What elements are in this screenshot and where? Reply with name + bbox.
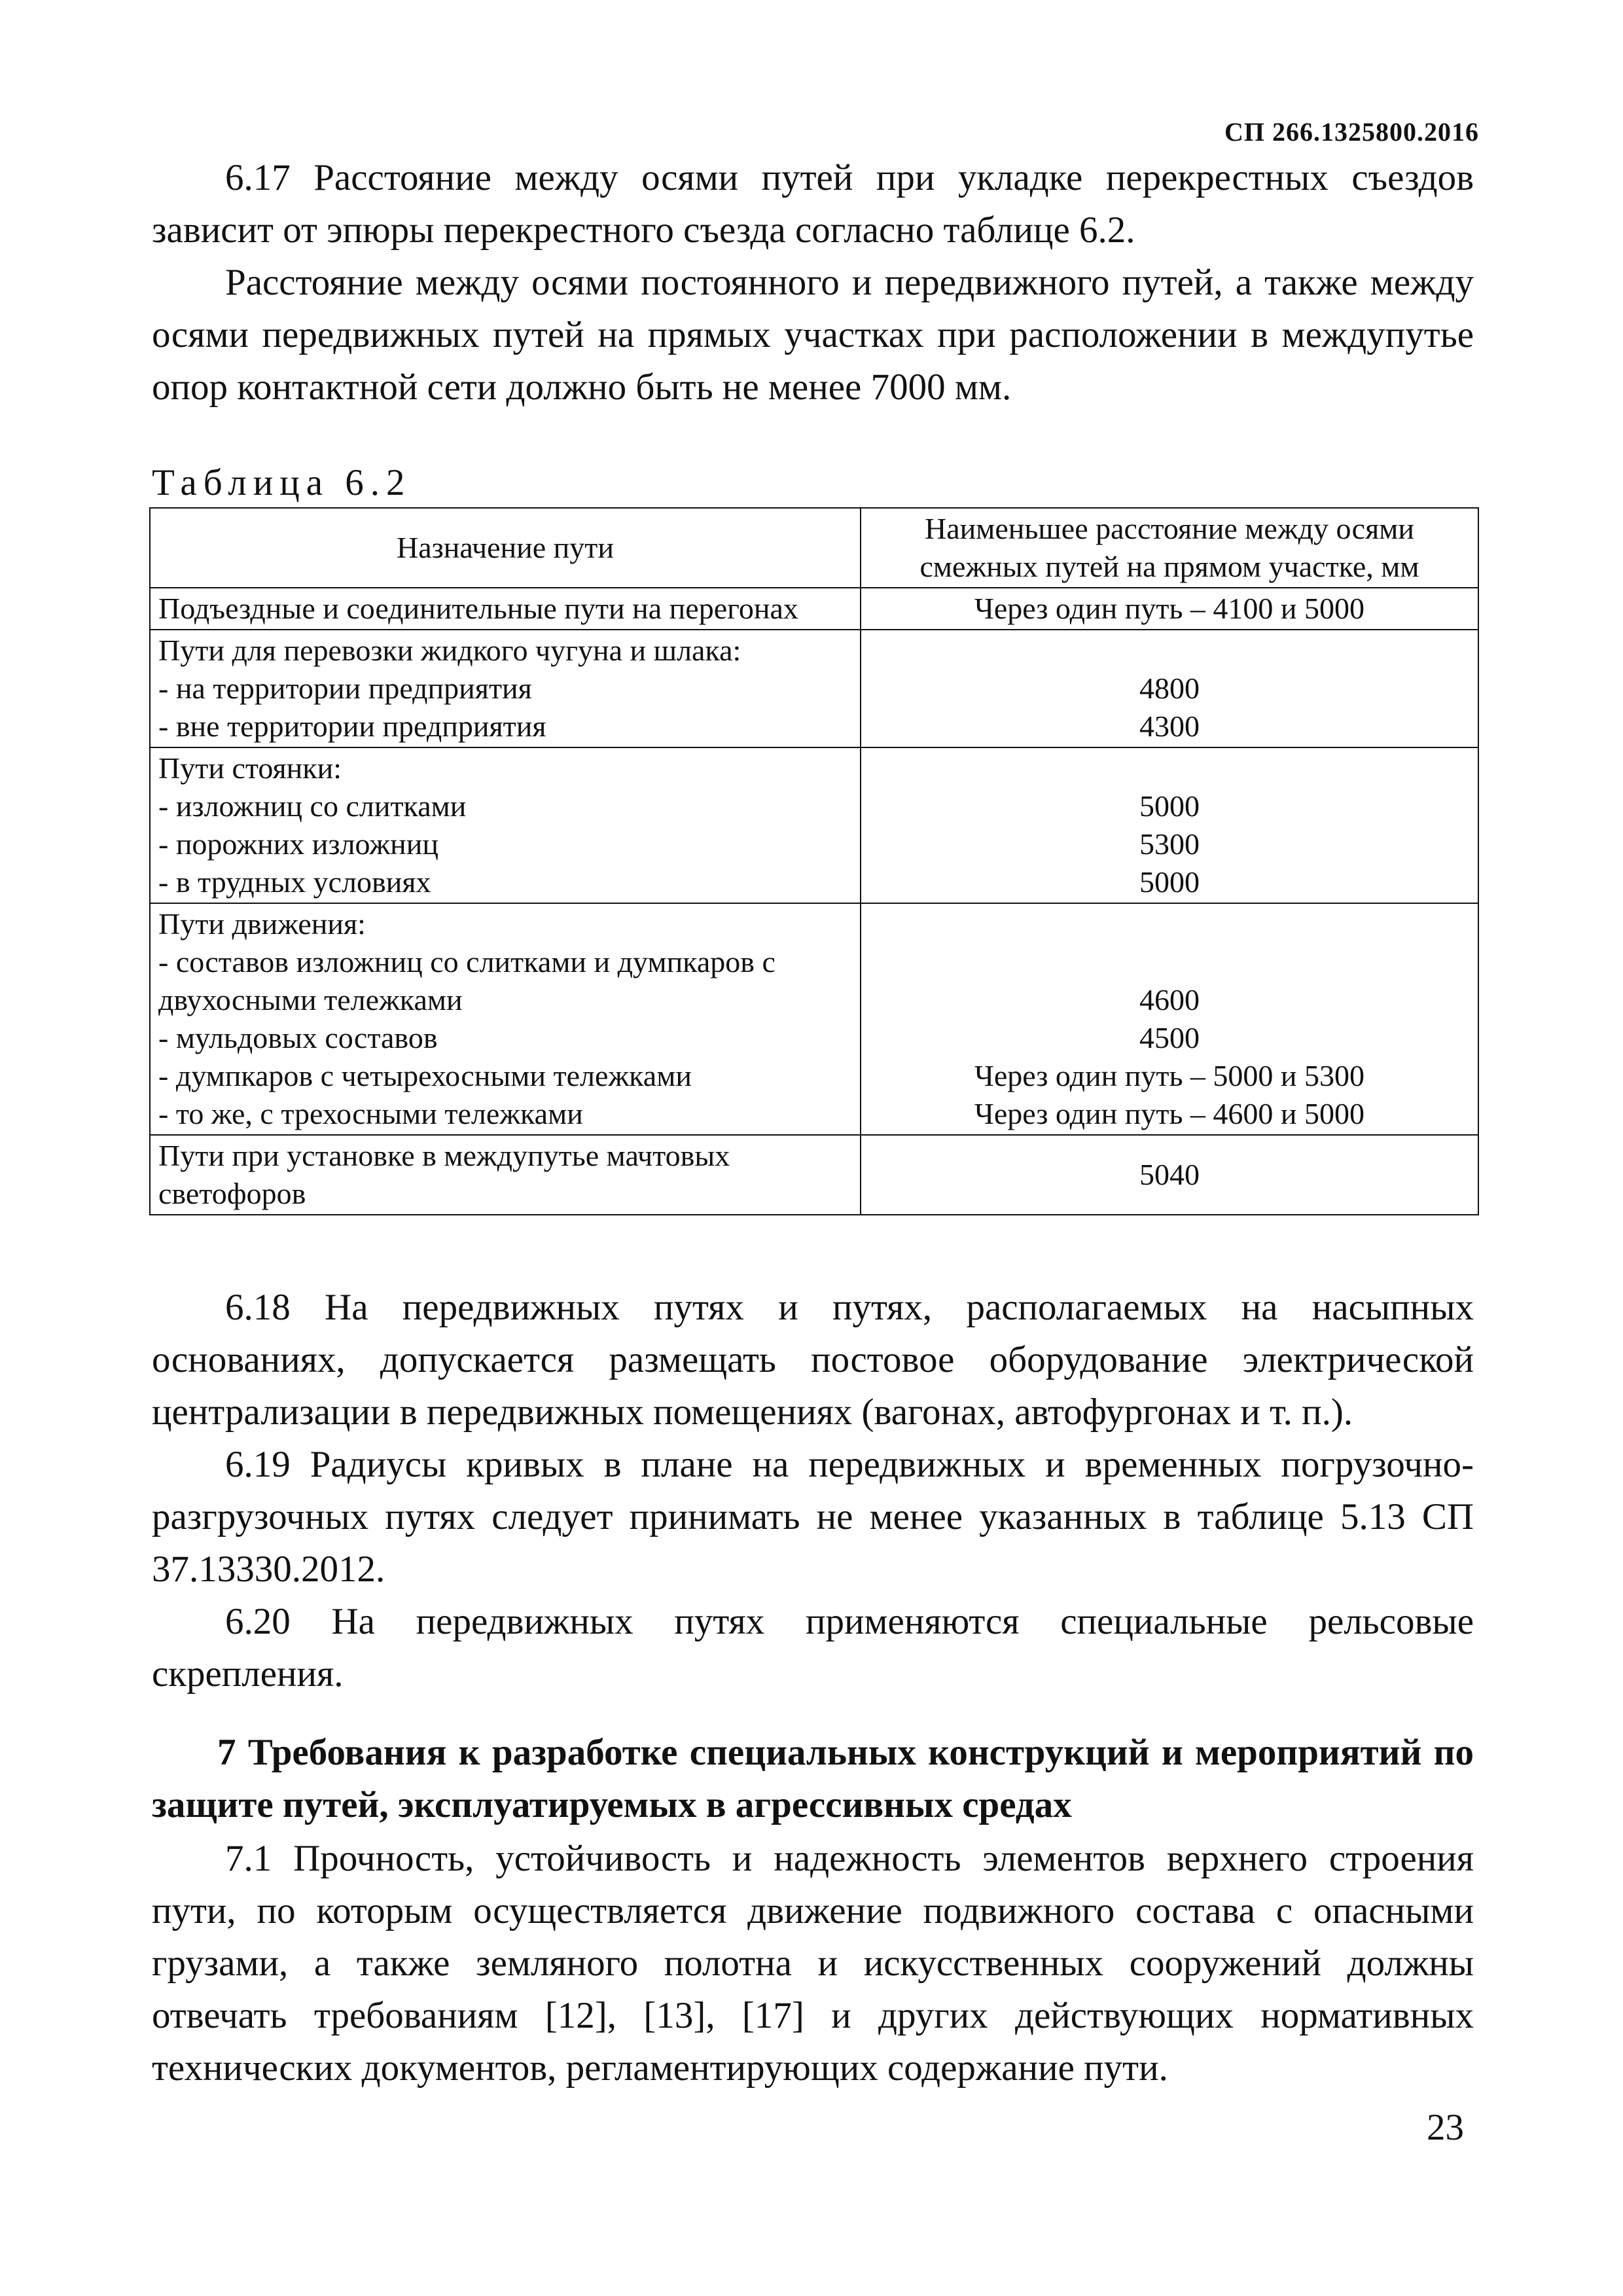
table-6-2	[149, 507, 1479, 1215]
row-value-line: 4500	[1139, 1021, 1200, 1054]
row-value-line: Через один путь – 5000 и 5300	[974, 1059, 1365, 1092]
row-value-line: 4300	[1139, 709, 1200, 743]
row-label-line: - на территории предприятия	[158, 672, 532, 705]
table-row	[150, 903, 1478, 1135]
row-value: 5040	[861, 1135, 1478, 1215]
row-label: Подъездные и соединительные пути на перегонах	[150, 588, 861, 630]
table-row	[150, 588, 1478, 630]
header-cell-distance: Наименьшее расстояние между осями смежных путей на прямом участке, мм	[861, 508, 1478, 588]
row-label-line: - составов изложниц со слитками и думпкаров с	[158, 945, 776, 978]
table-row	[150, 747, 1478, 903]
row-value-line	[869, 905, 1470, 943]
table-header-row	[150, 508, 1478, 588]
row-label-line: - порожних изложниц	[158, 827, 439, 861]
row-value	[861, 903, 1478, 1135]
section-7-heading: 7 Требования к разработке специальных конструкций и мероприятий по защите путей, эксплуатируемых в агрессивных средах	[152, 1732, 1474, 1825]
row-label	[150, 903, 861, 1135]
document-code: СП 266.1325800.2016	[1224, 117, 1479, 147]
paragraph-6-20: 6.20 На передвижных путях применяются специальные рельсовые скрепления.	[152, 1601, 1474, 1695]
row-value	[861, 747, 1478, 903]
paragraph-6-17-continued: Расстояние между осями постоянного и передвижного путей, а также между осями передвижных путей на прямых участках при расположении в междупутье опор контактной сети должно быть не менее 7000 мм.	[152, 262, 1474, 408]
row-value-line: 5300	[1139, 827, 1200, 861]
row-label-line: - вне территории предприятия	[158, 709, 546, 743]
paragraph-7-1: 7.1 Прочность, устойчивость и надежность элементов верхнего строения пути, по которым осуществляется движение подвижного состава с опасными грузами, а также земляного полотна и искусственных сооружений должны отвечать требованиям [12], [13], [17] и других действующих нормативных технических документов, регламентирующих содержание пути.	[152, 1838, 1474, 2089]
row-label-line: - мульдовых составов	[158, 1021, 438, 1054]
paragraph-6-17: 6.17 Расстояние между осями путей при укладке перекрестных съездов зависит от эпюры перекрестного съезда согласно таблице 6.2.	[152, 157, 1474, 251]
row-value-line	[869, 632, 1470, 670]
row-label: Пути при установке в междупутье мачтовых светофоров	[150, 1135, 861, 1215]
row-label	[150, 747, 861, 903]
row-label-line: - думпкаров с четырехосными тележками	[158, 1059, 692, 1092]
row-value-line: 4600	[1139, 983, 1200, 1016]
row-label-line: Пути движения:	[158, 907, 366, 941]
row-label-line: - изложниц со слитками	[158, 789, 467, 823]
row-label-line: - в трудных условиях	[158, 865, 431, 899]
row-label-line: - то же, с трехосными тележками	[158, 1097, 583, 1130]
row-value-line	[869, 943, 1470, 981]
paragraph-6-18: 6.18 На передвижных путях и путях, располагаемых на насыпных основаниях, допускается размещать постовое оборудование электрической централизации в передвижных помещениях (вагонах, автофургонах и т. п.).	[152, 1287, 1474, 1433]
row-label-line: Пути для перевозки жидкого чугуна и шлака:	[158, 634, 741, 667]
row-label	[150, 630, 861, 747]
row-value-line: 5000	[1139, 865, 1200, 899]
page-number: 23	[1427, 2107, 1464, 2148]
header-cell-purpose: Назначение пути	[150, 508, 861, 588]
row-value: Через один путь – 4100 и 5000	[861, 588, 1478, 630]
row-value-line	[869, 749, 1470, 787]
row-value-line: 5000	[1139, 789, 1200, 823]
row-value-line: Через один путь – 4600 и 5000	[974, 1097, 1365, 1130]
table-row	[150, 630, 1478, 747]
table-row	[150, 1135, 1478, 1215]
row-label-line: Пути стоянки:	[158, 751, 342, 785]
row-value-line: 4800	[1139, 672, 1200, 705]
table-caption: Таблица 6.2	[152, 462, 412, 503]
paragraph-6-19: 6.19 Радиусы кривых в плане на передвижных и временных погрузочно-разгрузочных путях следует принимать не менее указанных в таблице 5.13 СП 37.13330.2012.	[152, 1444, 1474, 1590]
row-label-line: двухосными тележками	[158, 983, 463, 1016]
row-value	[861, 630, 1478, 747]
